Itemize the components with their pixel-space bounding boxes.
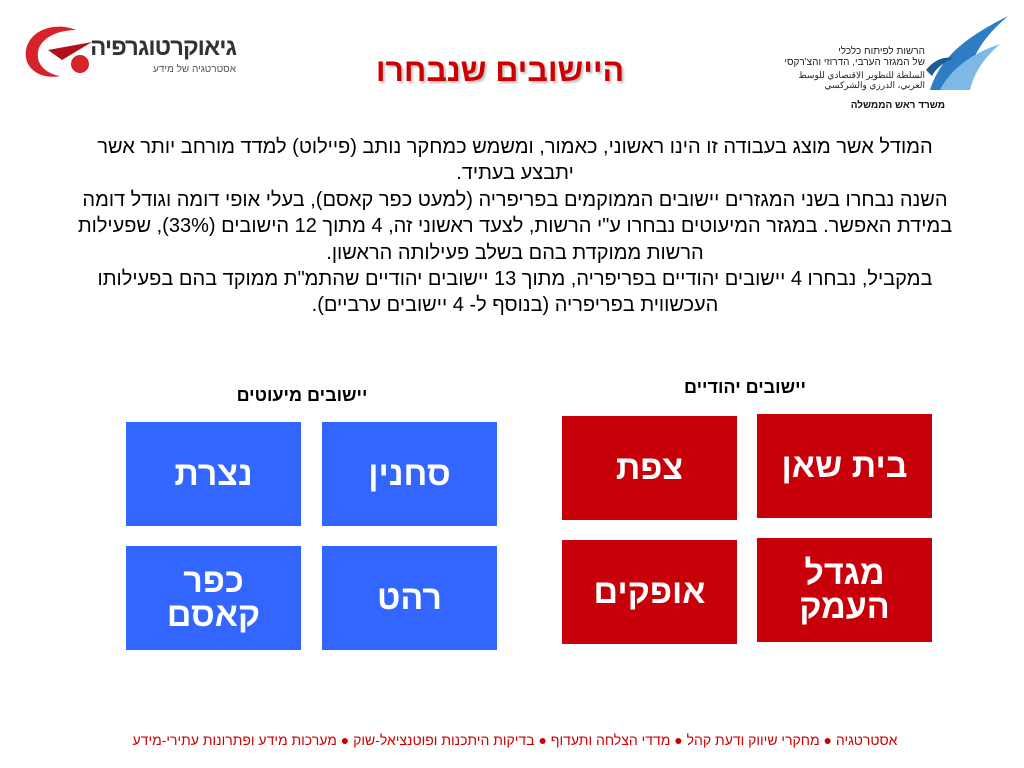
- pm-office-label: משרד ראש הממשלה: [850, 100, 945, 111]
- tile-ofakim: אופקים: [562, 540, 737, 644]
- authority-hebrew-line: של המגזר הערבי, הדרוזי והצ'רקסי: [784, 57, 925, 68]
- tile-migdal-haemek: מגדל העמק: [757, 538, 932, 642]
- authority-arabic-line: السلطة للتطوير الاقتصادي للوسط: [798, 70, 925, 80]
- geo-logo-tagline: אסטרטגיה של מידע: [153, 64, 236, 75]
- tile-rahat: רהט: [322, 546, 497, 650]
- body-paragraph: השנה נבחרו בשני המגזרים יישובים הממוקמים בפריפריה (למעט כפר קאסם), בעלי אופי דומה וגודל דומה במידת האפשר. במגזר המיעוטים נבחרו ע"י הרשות, לצעד ראשוני זה, 4 מתוך 12 הישובים (33%), שפעילות הרשות ממוקדת בהם בשלב פעילותה הראשון.: [77, 188, 953, 264]
- authority-arabic-name: [775, 70, 925, 90]
- page-title: היישובים שנבחרו: [375, 52, 625, 88]
- tile-tzfat: צפת: [562, 416, 737, 520]
- body-text: [75, 134, 955, 319]
- tile-nazareth: נצרת: [126, 422, 301, 526]
- footer-services-line: אסטרטגיה ● מחקרי שיווק ודעת קהל ● מדדי הצלחה ותעדוף ● בדיקות היתכנות ופוטנציאל-שוק ● מערכות מידע ופתרונות עתירי-מידע: [132, 732, 898, 748]
- geo-swoosh-icon: [18, 20, 98, 84]
- geo-logo-name: גיאוקרטוגרפיה: [90, 34, 236, 61]
- tile-beit-shean: בית שאן: [757, 414, 932, 518]
- authority-hebrew-name: [775, 46, 925, 68]
- tile-sakhnin: סחנין: [322, 422, 497, 526]
- geocartography-logo: [18, 20, 238, 84]
- minority-settlements-heading: יישובים מיעוטים: [236, 385, 368, 405]
- body-paragraph: המודל אשר מוצג בעבודה זו הינו ראשוני, כאמור, ומשמש כמחקר נותב (פיילוט) למדד מורחב יותר אשר יתבצע בעתיד.: [97, 136, 933, 185]
- authority-logo: [760, 10, 1010, 120]
- authority-hebrew-line: הרשות לפיתוח כלכלי: [838, 46, 925, 57]
- tile-kafr-qasim: כפר קאסם: [126, 546, 301, 650]
- authority-bird-icon: [920, 10, 1010, 98]
- jewish-settlements-heading: יישובים יהודיים: [684, 377, 806, 397]
- body-paragraph: במקביל, נבחרו 4 יישובים יהודיים בפריפריה, מתוך 13 יישובים יהודיים שהתמ"ת ממוקד בהם בפעילותו העכשווית בפריפריה (בנוסף ל- 4 יישובים ערביים).: [97, 268, 933, 317]
- authority-arabic-line: العربي، الدرزي والشركسي: [824, 80, 925, 90]
